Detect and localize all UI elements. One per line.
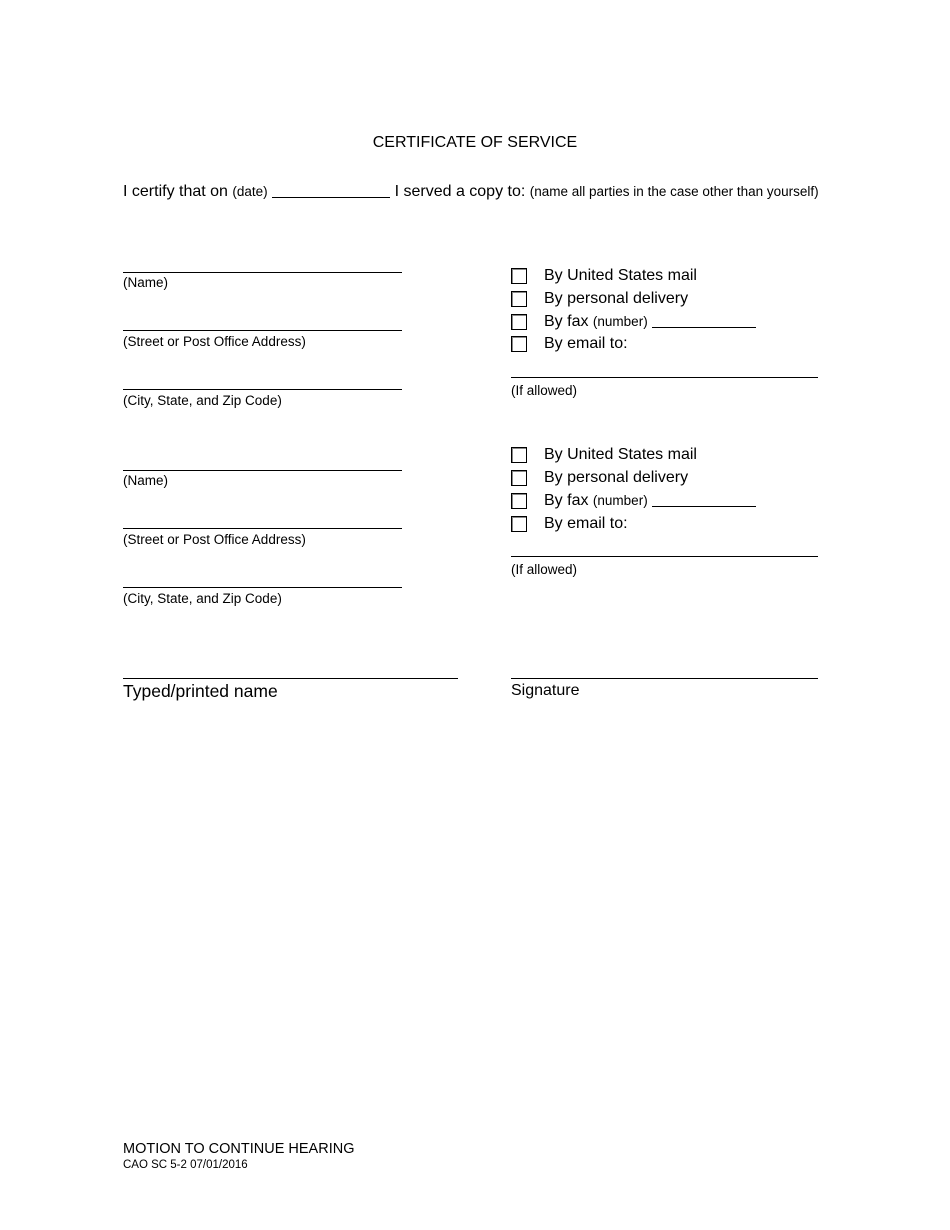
party1-city-field[interactable] bbox=[123, 389, 402, 390]
party2-city-field[interactable] bbox=[123, 587, 402, 588]
party2-personal-label: By personal delivery bbox=[544, 469, 689, 486]
party1-address-field[interactable] bbox=[123, 330, 402, 331]
party1-mail-checkbox[interactable] bbox=[511, 268, 527, 284]
party2-personal-checkbox[interactable] bbox=[511, 470, 527, 486]
party2-address-label: (Street or Post Office Address) bbox=[123, 532, 306, 547]
party1-fax-label: By fax bbox=[544, 313, 589, 330]
party1-fax-hint: (number) bbox=[592, 314, 648, 329]
served-text: I served a copy to: bbox=[394, 183, 526, 200]
party1-address-label: (Street or Post Office Address) bbox=[123, 334, 306, 349]
date-field[interactable] bbox=[272, 197, 390, 198]
page-title: CERTIFICATE OF SERVICE bbox=[372, 134, 578, 151]
party2-city-label: (City, State, and Zip Code) bbox=[123, 591, 282, 606]
date-hint: (date) bbox=[232, 184, 268, 199]
party1-mail-label: By United States mail bbox=[544, 267, 697, 284]
signature-label: Signature bbox=[511, 682, 580, 699]
party1-city-label: (City, State, and Zip Code) bbox=[123, 393, 282, 408]
party2-fax-checkbox[interactable] bbox=[511, 493, 527, 509]
party1-if-allowed: (If allowed) bbox=[511, 383, 578, 398]
party2-mail-checkbox[interactable] bbox=[511, 447, 527, 463]
party2-name-label: (Name) bbox=[123, 473, 169, 488]
party2-email-field[interactable] bbox=[511, 556, 818, 557]
form-code: CAO SC 5-2 07/01/2016 bbox=[123, 1159, 248, 1171]
party2-address-field[interactable] bbox=[123, 528, 402, 529]
signature-field[interactable] bbox=[511, 678, 818, 679]
party2-email-label: By email to: bbox=[544, 515, 628, 532]
typed-name-label: Typed/printed name bbox=[123, 681, 278, 701]
party1-email-field[interactable] bbox=[511, 377, 818, 378]
certify-line bbox=[123, 183, 819, 201]
parties-hint: (name all parties in the case other than yourself) bbox=[529, 184, 819, 199]
party1-fax-number-field[interactable] bbox=[652, 327, 756, 328]
party2-email-checkbox[interactable] bbox=[511, 516, 527, 532]
party2-fax-label: By fax bbox=[544, 492, 589, 509]
form-title: MOTION TO CONTINUE HEARING bbox=[123, 1141, 355, 1157]
party2-name-field[interactable] bbox=[123, 470, 402, 471]
party1-fax-checkbox[interactable] bbox=[511, 314, 527, 330]
certify-prefix: I certify that on bbox=[123, 183, 228, 200]
party2-mail-label: By United States mail bbox=[544, 446, 697, 463]
typed-name-field[interactable] bbox=[123, 678, 458, 679]
party1-email-checkbox[interactable] bbox=[511, 336, 527, 352]
party1-email-label: By email to: bbox=[544, 335, 628, 352]
party2-fax-hint: (number) bbox=[592, 493, 648, 508]
party1-name-label: (Name) bbox=[123, 275, 169, 290]
party1-personal-checkbox[interactable] bbox=[511, 291, 527, 307]
party1-personal-label: By personal delivery bbox=[544, 290, 689, 307]
party2-if-allowed: (If allowed) bbox=[511, 562, 578, 577]
party1-name-field[interactable] bbox=[123, 272, 402, 273]
party2-fax-number-field[interactable] bbox=[652, 506, 756, 507]
